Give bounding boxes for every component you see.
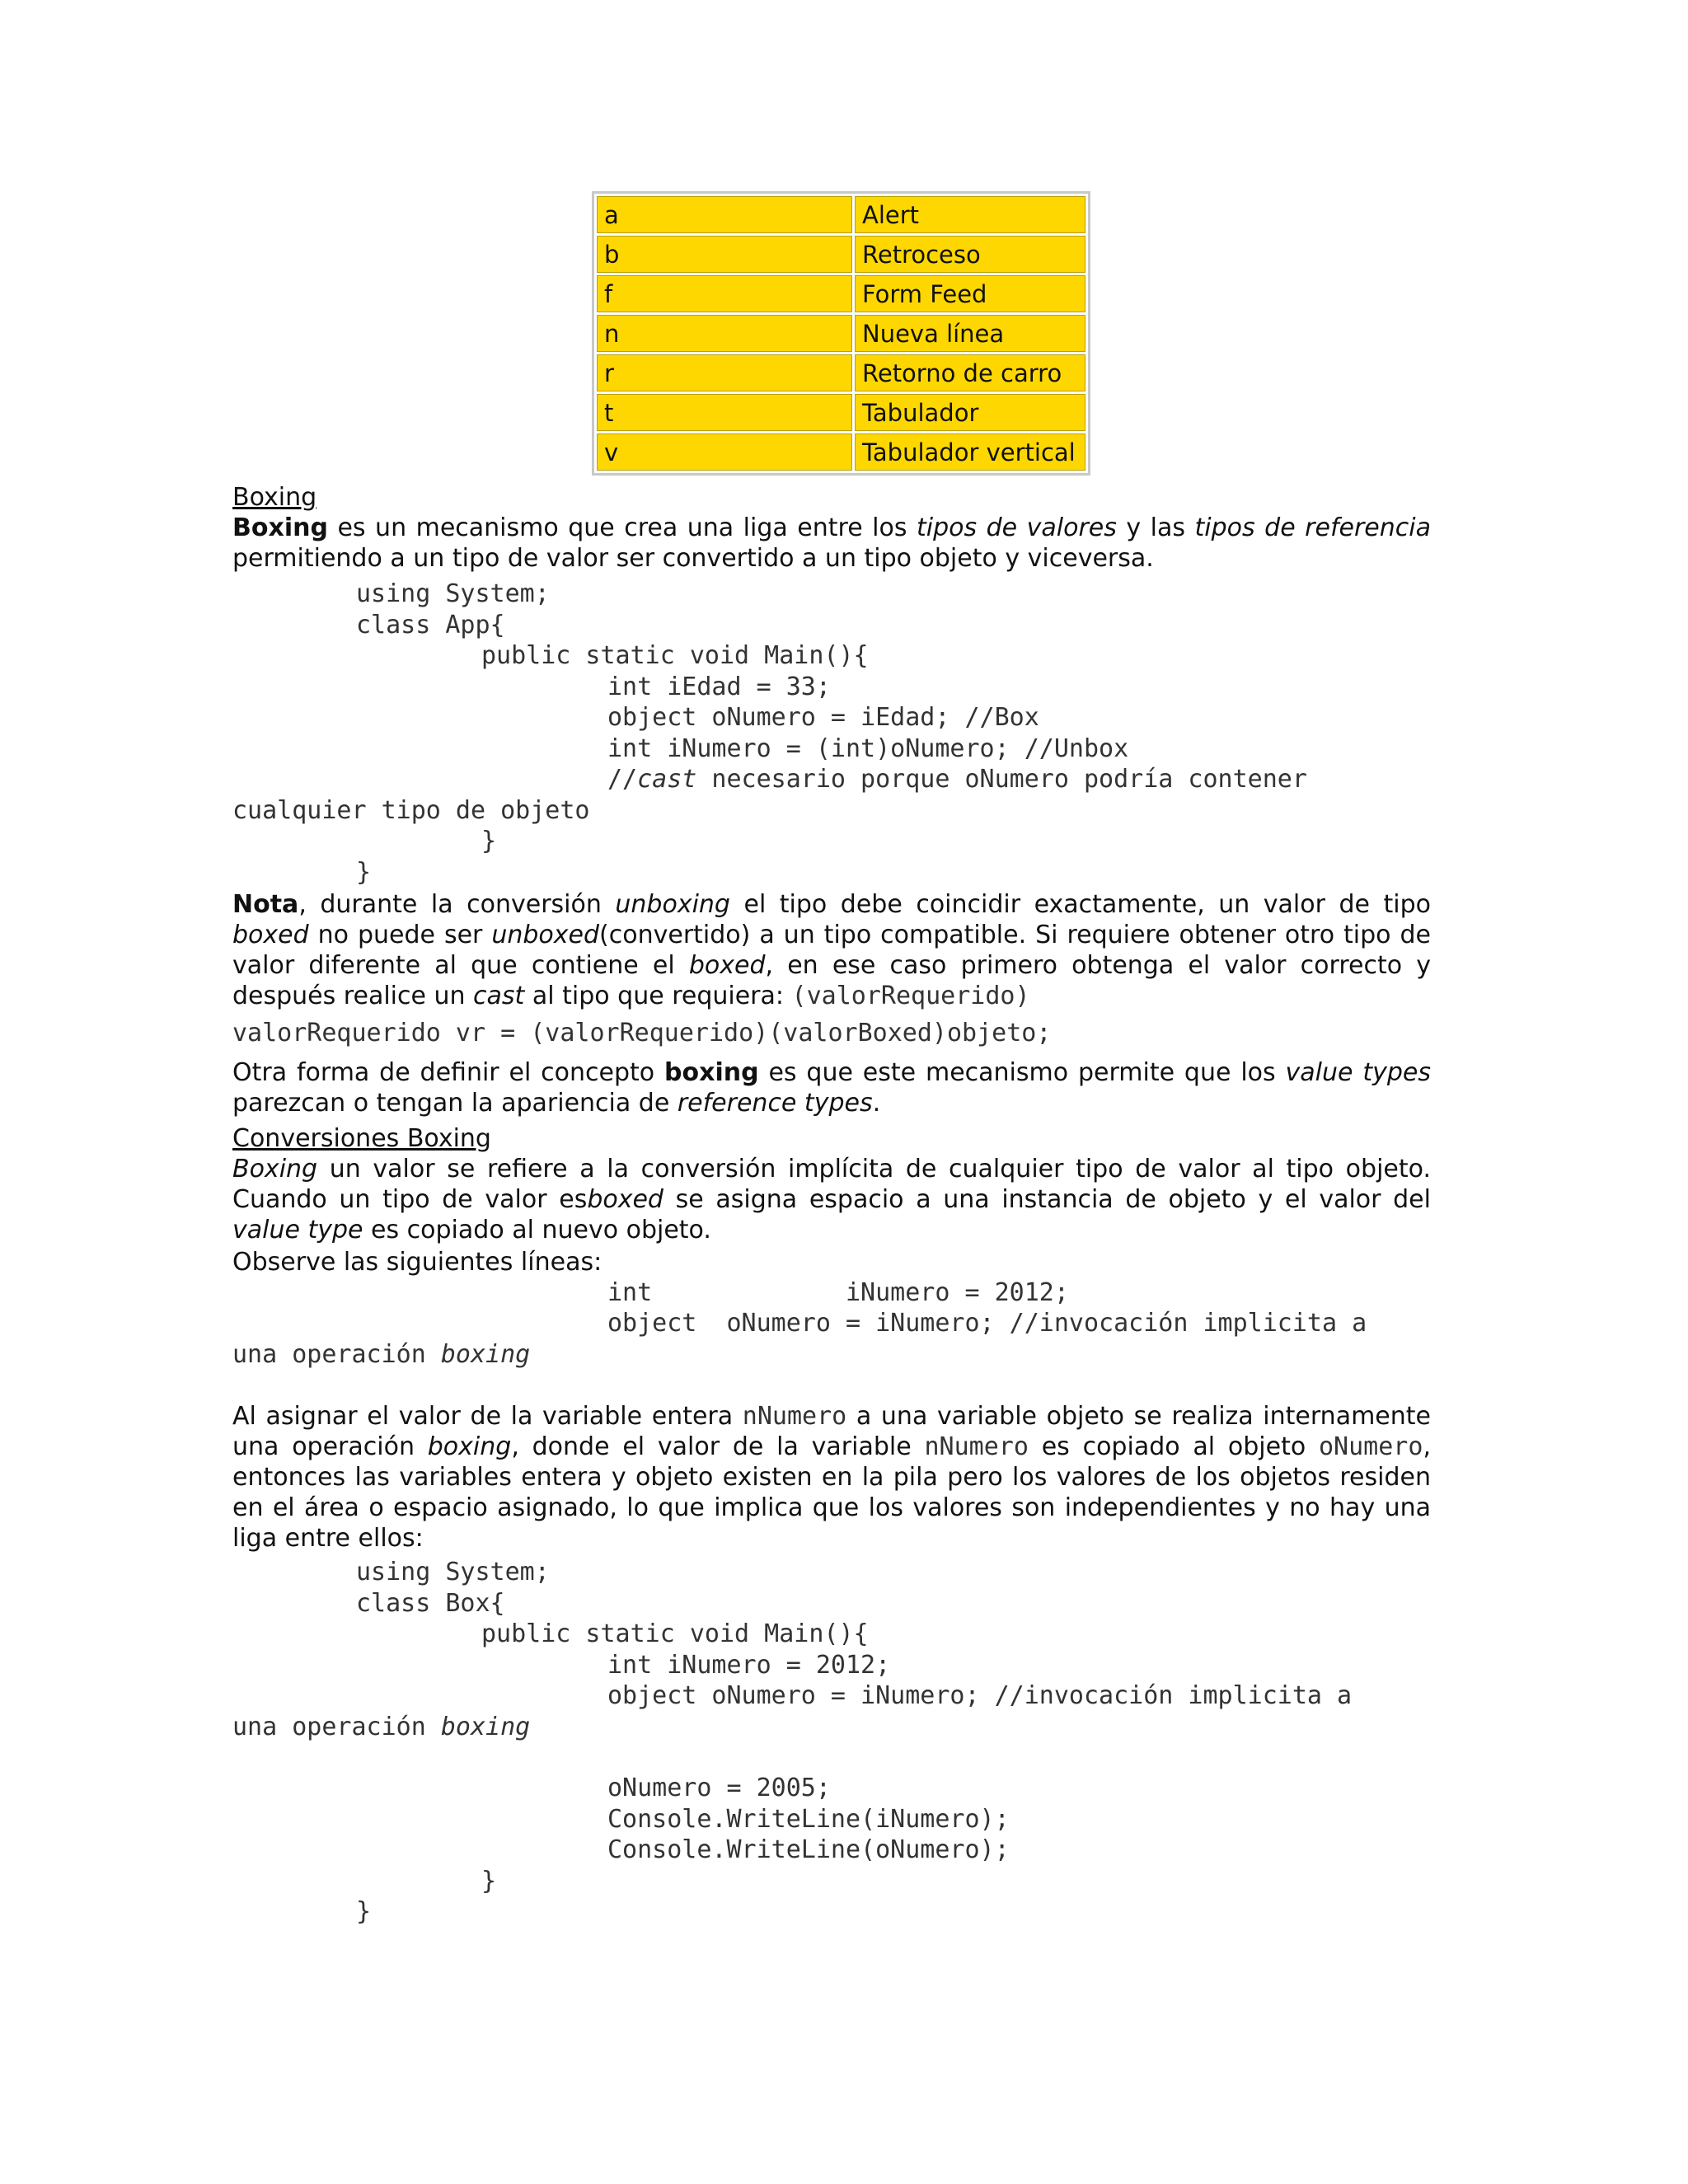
- escape-meaning: Retroceso: [855, 236, 1085, 273]
- code-line: Console.WriteLine(iNumero);: [607, 1804, 1010, 1834]
- escape-row: [597, 394, 1085, 431]
- conversiones-paragraph: Boxing un valor se refiere a la conversión implícita de cualquier tipo de valor al tipo objeto. Cuando un tipo de valor esboxed se asigna espacio a una instancia de objeto y el valor del value type es copiado al nuevo objeto.: [232, 1154, 1431, 1244]
- code-line: object oNumero = iEdad; //Box: [607, 703, 1039, 732]
- code-block-box-class: [232, 1557, 1431, 1928]
- escape-row: [597, 196, 1085, 233]
- code-line: class Box{: [356, 1588, 505, 1618]
- boxing-heading: Boxing: [232, 483, 317, 512]
- code-line: class App{: [356, 610, 505, 640]
- code-line: //cast necesario porque oNumero podría contener: [607, 765, 1307, 794]
- code-block-app: [232, 579, 1431, 888]
- escape-meaning: Alert: [855, 196, 1085, 233]
- nota-paragraph: Nota, durante la conversión unboxing el tipo debe coincidir exactamente, un valor de tipo boxed no puede ser unboxed(convertido) a un tipo compatible. Si requiere obtener otro tipo de valor diferente al que contiene el boxed, en ese caso primero obtenga el valor correcto y después realice un cast al tipo que requiera: (valorRequerido): [232, 890, 1431, 1010]
- escape-key: f: [597, 275, 852, 312]
- escape-meaning: Tabulador vertical: [855, 434, 1085, 471]
- escape-row: [597, 275, 1085, 312]
- escape-key: n: [597, 315, 852, 352]
- escape-key: b: [597, 236, 852, 273]
- escape-key: a: [597, 196, 852, 233]
- code-line: una operación boxing: [232, 1339, 531, 1369]
- code-line-valor-requerido: valorRequerido vr = (valorRequerido)(valorBoxed)objeto;: [232, 1019, 1052, 1047]
- code-line: using System;: [356, 579, 550, 608]
- escape-key: t: [597, 394, 852, 431]
- code-line: }: [356, 1897, 372, 1926]
- code-line: object oNumero = iNumero; //invocación implicita a: [607, 1309, 1367, 1338]
- escape-row: [597, 315, 1085, 352]
- code-line: public static void Main(){: [481, 1619, 869, 1648]
- code-line: object oNumero = iNumero; //invocación implicita a: [607, 1681, 1353, 1710]
- escape-meaning: Retorno de carro: [855, 354, 1085, 391]
- escape-sequence-table: [592, 191, 1090, 476]
- document-page: [232, 191, 1431, 1928]
- escape-row: [597, 434, 1085, 471]
- escape-meaning: Form Feed: [855, 275, 1085, 312]
- term-boxing: Boxing: [232, 513, 328, 542]
- escape-row: [597, 354, 1085, 391]
- code-line: int iNumero = 2012;: [607, 1650, 891, 1680]
- escape-key: v: [597, 434, 852, 471]
- al-asignar-paragraph: Al asignar el valor de la variable entera nNumero a una variable objeto se realiza internamente una operación boxing, donde el valor de la variable nNumero es copiado al objeto oNumero, entonces las variables entera y objeto existen en la pila pero los valores de los objetos residen en el área o espacio asignado, lo que implica que los valores son independientes y no hay una liga entre ellos:: [232, 1402, 1431, 1553]
- code-line: public static void Main(){: [481, 641, 869, 670]
- code-line: int iNumero = 2012;: [607, 1277, 1069, 1307]
- escape-meaning: Nueva línea: [855, 315, 1085, 352]
- code-line: cualquier tipo de objeto: [232, 795, 590, 825]
- escape-meaning: Tabulador: [855, 394, 1085, 431]
- code-line: using System;: [356, 1558, 550, 1586]
- observe-line: Observe las siguientes líneas:: [232, 1247, 603, 1277]
- escape-row: [597, 236, 1085, 273]
- code-line: int iNumero = (int)oNumero; //Unbox: [607, 733, 1129, 763]
- escape-key: r: [597, 354, 852, 391]
- code-line: }: [481, 827, 497, 855]
- code-line: }: [356, 857, 372, 887]
- code-line: int iEdad = 33;: [607, 672, 831, 701]
- otra-forma-paragraph: Otra forma de definir el concepto boxing es que este mecanismo permite que los value types parezcan o tengan la apariencia de reference types.: [232, 1057, 1431, 1118]
- code-line: Console.WriteLine(oNumero);: [607, 1835, 1010, 1864]
- boxing-intro-paragraph: Boxing es un mecanismo que crea una liga entre los tipos de valores y las tipos de referencia permitiendo a un tipo de valor ser convertido a un tipo objeto y viceversa.: [232, 513, 1431, 573]
- code-line: }: [481, 1866, 497, 1896]
- code-line: oNumero = 2005;: [607, 1774, 831, 1802]
- code-line: una operación boxing: [232, 1712, 531, 1741]
- code-block-boxing-example: [232, 1277, 1431, 1371]
- conversiones-boxing-heading: Conversiones Boxing: [232, 1123, 491, 1153]
